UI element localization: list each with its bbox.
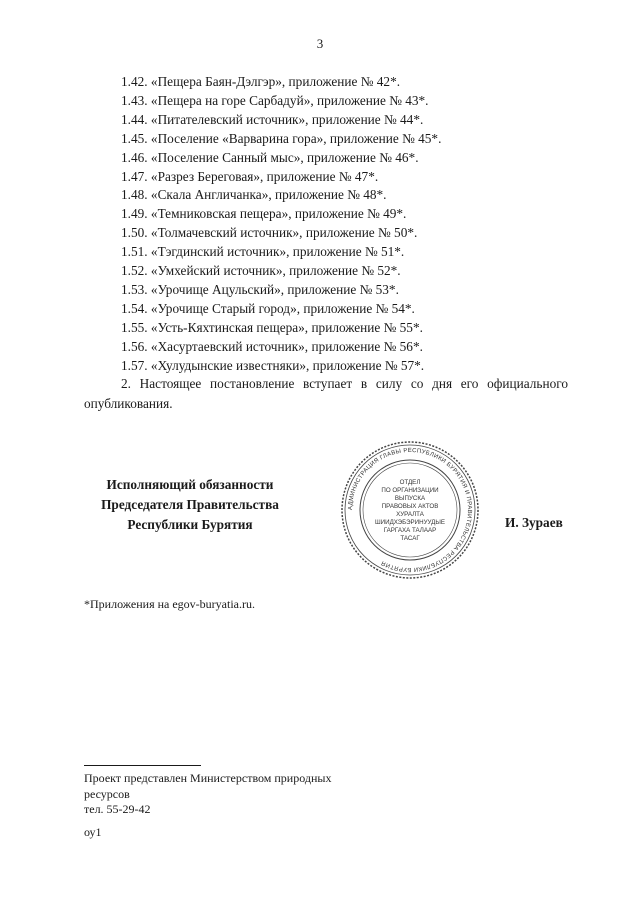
seal-inner-line: ПО ОРГАНИЗАЦИИ — [381, 487, 439, 494]
list-item: 1.55. «Усть-Кяхтинская пещера», приложение № 55*. — [121, 319, 423, 335]
seal-inner-line: ВЫПУСКА — [394, 495, 426, 502]
list-item: 1.56. «Хасуртаевский источник», приложение № 56*. — [121, 338, 423, 354]
footnote-line1: Проект представлен Министерством природных — [84, 771, 332, 785]
list-item: 1.52. «Умхейский источник», приложение № 52*. — [121, 263, 401, 279]
list-item: 1.49. «Темниковская пещера», приложение № 49*. — [121, 206, 407, 222]
page-number: 3 — [316, 36, 324, 51]
seal-inner-line: ТАСАГ — [400, 535, 420, 542]
signer-title-line2: Председателя Правительства — [101, 497, 279, 512]
list-item: 1.57. «Хулудынские известняки», приложение № 57*. — [121, 357, 425, 373]
signature-block — [60, 475, 320, 535]
attachment-note: *Приложения на egov-buryatia.ru. — [84, 597, 255, 611]
list-item: 1.50. «Толмачевский источник», приложение № 50*. — [121, 225, 418, 241]
signer-title-line1: Исполняющий обязанности — [106, 477, 274, 492]
seal-inner-line: ПРАВОВЫХ АКТОВ — [381, 503, 439, 510]
seal-inner-line: ШИИДХЭБЭРИНУУДЫЕ — [375, 519, 445, 526]
official-seal — [340, 440, 480, 580]
seal-inner-line: ОТДЕЛ — [399, 479, 421, 486]
list-item: 1.42. «Пещера Баян-Дэлгэр», приложение № 42*. — [121, 74, 401, 89]
list-item: 1.46. «Поселение Санный мыс», приложение № 46*. — [121, 149, 419, 165]
seal-outer-text: АДМИНИСТРАЦИЯ ГЛАВЫ РЕСПУБЛИКИ БУРЯТИЯ И ПРАВИТЕЛЬСТВА РЕСПУБЛИКИ БУРЯТИЯ — [347, 447, 473, 573]
paragraph-text: 2. Настоящее постановление вступает в силу со дня его официального опубликования. — [84, 376, 568, 411]
svg-text:АДМИНИСТРАЦИЯ ГЛАВЫ РЕСПУБЛИКИ — [348, 448, 472, 572]
footnote-line3: тел. 55-29-42 — [84, 802, 151, 816]
list-item: 1.44. «Питателевский источник», приложение № 44*. — [121, 111, 424, 127]
footnote-line2: ресурсов — [84, 786, 130, 801]
list-item: 1.53. «Урочище Ацульский», приложение № 53*. — [121, 281, 399, 297]
list-item: 1.45. «Поселение «Варварина гора», приложение № 45*. — [121, 130, 442, 146]
seal-inner-line: ХУРАЛТА — [396, 511, 424, 518]
seal-inner-line: ГАРГАХА ТАЛААР — [383, 527, 437, 534]
effective-date-paragraph — [84, 374, 568, 413]
list-item: 1.43. «Пещера на горе Сарбадуй», приложение № 43*. — [121, 92, 429, 108]
signer-name: И. Зураев — [505, 515, 563, 530]
list-item: 1.54. «Урочище Старый город», приложение № 54*. — [121, 300, 415, 316]
footnote — [84, 771, 374, 818]
signer-title-line3: Республики Бурятия — [127, 517, 253, 532]
document-code: оу1 — [84, 825, 102, 839]
list-item: 1.47. «Разрез Береговая», приложение № 47*. — [121, 168, 379, 184]
item-list — [121, 73, 441, 376]
footnote-divider — [84, 765, 201, 766]
list-item: 1.48. «Скала Англичанка», приложение № 48*. — [121, 187, 387, 203]
list-item: 1.51. «Тэгдинский источник», приложение № 51*. — [121, 244, 405, 260]
